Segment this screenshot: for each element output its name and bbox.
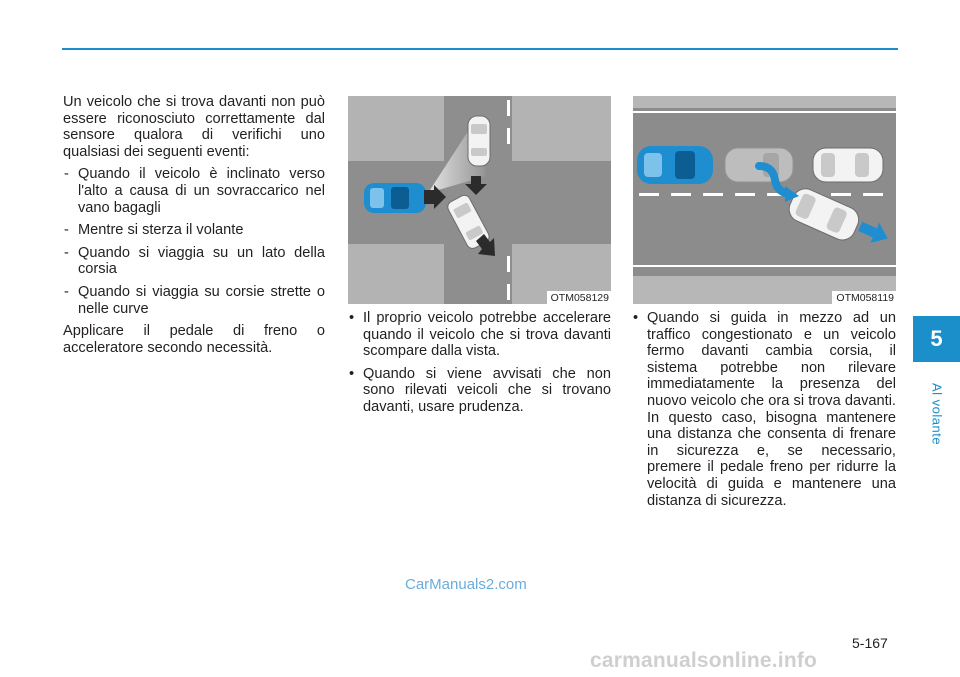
intro-paragraph: Un veicolo che si trova davanti non può essere riconosciuto correttamente dal sensore qualora di verifichi uno qualsiasi dei seguenti eventi: [63, 94, 325, 160]
watermark-carmanualsonline[interactable]: carmanualsonline.info [590, 649, 818, 672]
header-rule [62, 48, 898, 50]
figure-code: OTM058129 [547, 291, 611, 304]
blue-car [637, 146, 713, 184]
figure-intersection [348, 96, 611, 304]
list-item: • Quando si guida in mezzo ad un traffico congestionato e un veicolo fermo davanti cambia corsia, il sistema potrebbe non rilevare immediatamente la presenza del nuovo veicolo che ora si trova davanti. In questo caso, bisogna mantenere una distanza che consenta di frenare in sicurezza e, se necessario, premere il pedale freno per ridurre la velocità di guida e mantenere una distanza di sicurezza. [633, 310, 896, 509]
page-number: 5-167 [852, 635, 888, 651]
caution-list [349, 310, 611, 416]
white-car-ahead [468, 116, 490, 166]
chapter-title [931, 364, 943, 464]
list-item: - Quando si viaggia su corsie strette o nelle curve [63, 284, 325, 317]
conditions-list [63, 166, 325, 317]
white-car-ahead [813, 148, 883, 182]
figure-lane-change [633, 96, 896, 304]
intersection-illustration [348, 96, 611, 304]
traffic-list [633, 310, 896, 509]
list-item: • Il proprio veicolo potrebbe accelerare quando il veicolo che si trova davanti scompare dalla vista. [349, 310, 611, 360]
right-text-column [633, 310, 896, 515]
list-item: • Quando si viene avvisati che non sono rilevati veicoli che si trovano davanti, usare prudenza. [349, 366, 611, 416]
chapter-tab: 5 [913, 316, 960, 362]
watermark-carmanuals2[interactable]: CarManuals2.com [405, 576, 527, 593]
list-item: - Quando il veicolo è inclinato verso l'alto a causa di un sovraccarico nel vano bagagli [63, 166, 325, 216]
middle-text-column [349, 310, 611, 422]
lane-change-illustration [633, 96, 896, 304]
blue-car [364, 183, 426, 213]
list-item: - Mentre si sterza il volante [63, 222, 325, 239]
chapter-title-text: Al volante [929, 382, 945, 446]
list-item: - Quando si viaggia su un lato della corsia [63, 245, 325, 278]
figure-code: OTM058119 [832, 291, 896, 304]
left-text-column [63, 94, 325, 356]
closing-paragraph: Applicare il pedale di freno o acceleratore secondo necessità. [63, 323, 325, 356]
